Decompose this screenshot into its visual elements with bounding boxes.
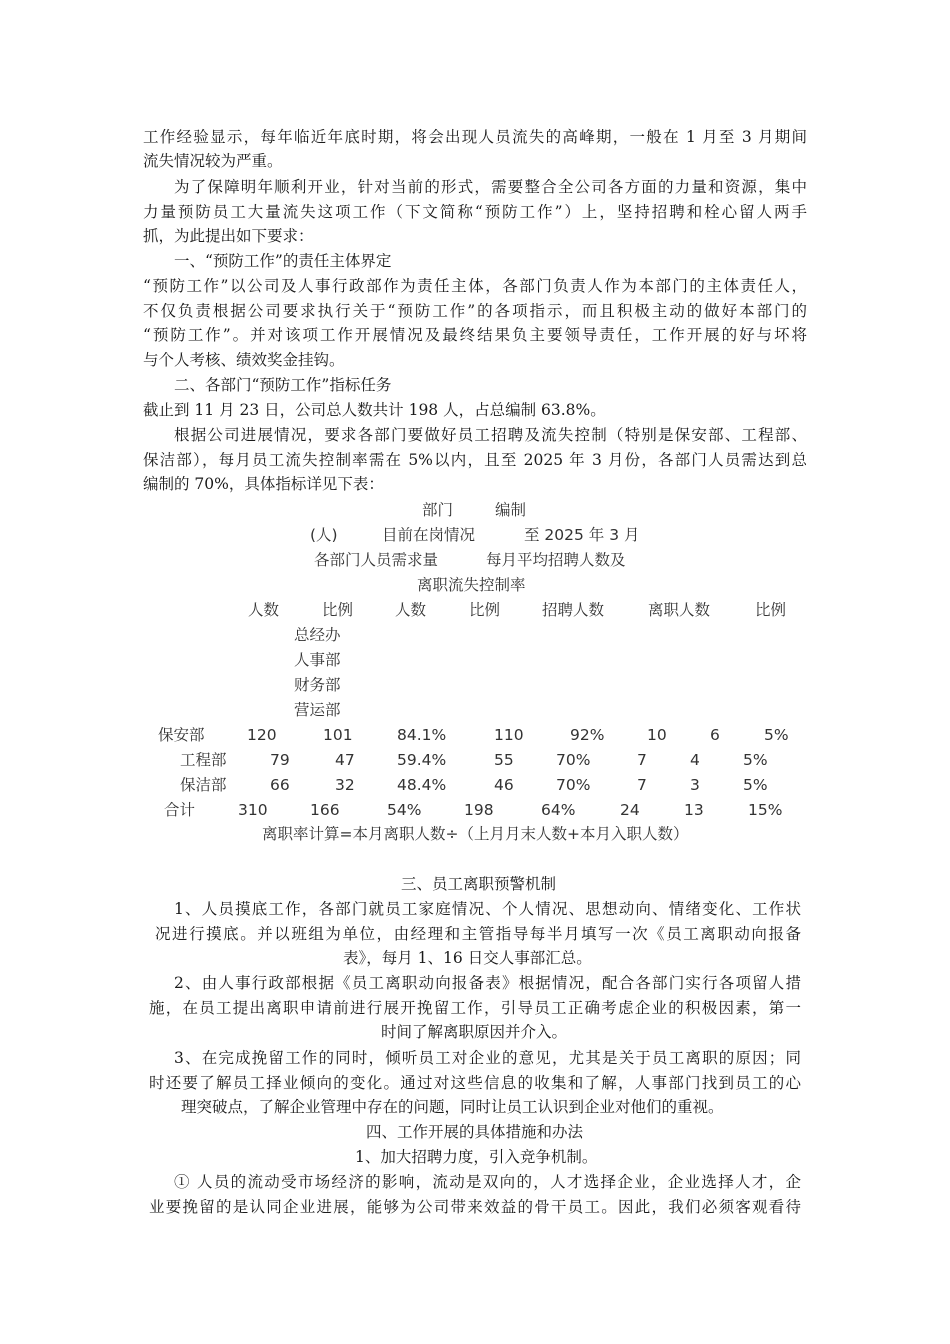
table-dept-label: 人事部	[294, 651, 341, 669]
paragraph-line: “预防工作”。并对该项工作开展情况及最终结果负主要领导责任，工作开展的好与坏将	[143, 326, 807, 344]
table-cell: 70%	[556, 776, 591, 794]
table-cell: 46	[494, 776, 514, 794]
table-dept-label: 营运部	[294, 701, 341, 719]
paragraph-line: 截止到 11 月 23 日，公司总人数共计 198 人，占总编制 63.8%。	[143, 401, 606, 419]
paragraph-line: 时还要了解员工择业倾向的变化。通过对这些信息的收集和了解，人事部门找到员工的心	[149, 1074, 801, 1092]
table-cell: 5%	[743, 776, 768, 794]
table-cell: 92%	[570, 726, 605, 744]
paragraph-line: 1、人员摸底工作，各部门就员工家庭情况、个人情况、思想动向、情绪变化、工作状	[174, 900, 801, 918]
table-subheader: 招聘人数	[542, 601, 605, 619]
table-cell: 32	[335, 776, 355, 794]
paragraph-line: 力量预防员工大量流失这项工作（下文简称“预防工作”）上，坚持招聘和栓心留人两手	[143, 203, 807, 221]
paragraph-line: 工作经验显示，每年临近年底时期，将会出现人员流失的高峰期，一般在 1 月至 3 月期间	[143, 128, 807, 146]
paragraph-line: ① 人员的流动受市场经济的影响，流动是双向的，人才选择企业，企业选择人才，企	[174, 1173, 801, 1191]
paragraph-line: 编制的 70%，具体指标详见下表：	[143, 475, 384, 493]
table-cell: 120	[247, 726, 277, 744]
table-formula: 离职率计算=本月离职人数÷（上月月末人数+本月入职人数）	[262, 825, 689, 843]
table-cell: 5%	[743, 751, 768, 769]
table-subheader: 人数	[395, 601, 427, 619]
paragraph-line: 时间了解离职原因并介入。	[381, 1023, 568, 1041]
table-cell: 10	[647, 726, 667, 744]
table-cell: 6	[710, 726, 720, 744]
paragraph-line: 2、由人事行政部根据《员工离职动向报备表》根据情况，配合各部门实行各项留人措	[174, 974, 801, 992]
table-header: 各部门人员需求量	[314, 551, 439, 569]
paragraph-line: 况进行摸底。并以班组为单位，由经理和主管指导每半月填写一次《员工离职动向报备	[155, 925, 801, 943]
table-cell: 59.4%	[397, 751, 447, 769]
paragraph-line: 理突破点，了解企业管理中存在的问题，同时让员工认识到企业对他们的重视。	[181, 1098, 724, 1116]
section-heading: 二、各部门“预防工作”指标任务	[174, 376, 392, 394]
paragraph-line: 根据公司进展情况，要求各部门要做好员工招聘及流失控制（特别是保安部、工程部、	[174, 426, 807, 444]
table-subheader: 人数	[248, 601, 280, 619]
table-cell: 70%	[556, 751, 591, 769]
section-heading: 四、工作开展的具体措施和办法	[366, 1123, 584, 1141]
table-cell: 79	[270, 751, 290, 769]
paragraph-line: 表》，每月 1、16 日交人事部汇总。	[343, 949, 592, 967]
paragraph-line: 流失情况较为严重。	[143, 152, 283, 170]
table-cell: 5%	[764, 726, 789, 744]
table-header: 离职流失控制率	[417, 576, 526, 594]
table-cell: 101	[323, 726, 353, 744]
paragraph-line: “预防工作”以公司及人事行政部作为责任主体，各部门负责人作为本部门的主体责任人，	[143, 277, 807, 295]
paragraph-line: 3、在完成挽留工作的同时，倾听员工对企业的意见，尤其是关于员工离职的原因；同	[174, 1049, 801, 1067]
table-cell: 55	[494, 751, 514, 769]
paragraph-line: 为了保障明年顺利开业，针对当前的形式，需要整合全公司各方面的力量和资源，集中	[174, 178, 807, 196]
table-cell: 64%	[541, 801, 576, 819]
table-subheader: 比例	[322, 601, 354, 619]
table-dept-label: 工程部	[180, 751, 227, 769]
table-cell: 166	[310, 801, 340, 819]
table-header: (人)	[310, 526, 338, 544]
table-cell: 48.4%	[397, 776, 447, 794]
paragraph-line: 抓，为此提出如下要求：	[143, 227, 314, 245]
table-dept-label: 财务部	[294, 676, 341, 694]
table-cell: 198	[464, 801, 494, 819]
table-dept-label: 保安部	[158, 726, 205, 744]
table-cell: 15%	[748, 801, 783, 819]
table-subheader: 比例	[755, 601, 787, 619]
table-header: 编制	[495, 501, 527, 519]
section-subheading: 1、加大招聘力度，引入竞争机制。	[355, 1148, 598, 1166]
table-header: 部门	[422, 501, 454, 519]
table-cell: 54%	[387, 801, 422, 819]
table-cell: 7	[637, 776, 647, 794]
table-header: 目前在岗情况	[382, 526, 476, 544]
table-cell: 310	[238, 801, 268, 819]
table-subheader: 比例	[469, 601, 501, 619]
table-subheader: 离职人数	[648, 601, 711, 619]
table-cell: 84.1%	[397, 726, 447, 744]
paragraph-line: 与个人考核、绩效奖金挂钩。	[143, 351, 345, 369]
table-header: 至 2025 年 3 月	[524, 526, 640, 544]
table-dept-label: 保洁部	[180, 776, 227, 794]
table-cell: 4	[690, 751, 700, 769]
paragraph-line: 不仅负责根据公司要求执行关于“预防工作”的各项指示，而且积极主动的做好本部门的	[143, 302, 807, 320]
table-cell: 24	[620, 801, 640, 819]
table-cell: 13	[684, 801, 704, 819]
paragraph-line: 保洁部），每月员工流失控制率需在 5%以内，且至 2025 年 3 月份，各部门人员需达到总	[143, 451, 807, 469]
section-heading: 一、“预防工作”的责任主体界定	[174, 252, 392, 270]
table-header: 每月平均招聘人数及	[486, 551, 626, 569]
table-cell: 110	[494, 726, 524, 744]
table-cell: 47	[335, 751, 355, 769]
paragraph-line: 业要挽留的是认同企业进展，能够为公司带来效益的骨干员工。因此，我们必须客观看待	[149, 1198, 801, 1216]
table-cell: 7	[637, 751, 647, 769]
table-cell: 3	[690, 776, 700, 794]
section-heading: 三、员工离职预警机制	[401, 875, 557, 893]
table-dept-label: 总经办	[294, 626, 341, 644]
table-cell: 66	[270, 776, 290, 794]
paragraph-line: 施，在员工提出离职申请前进行展开挽留工作，引导员工正确考虑企业的积极因素，第一	[149, 999, 801, 1017]
table-dept-label: 合计	[164, 801, 196, 819]
